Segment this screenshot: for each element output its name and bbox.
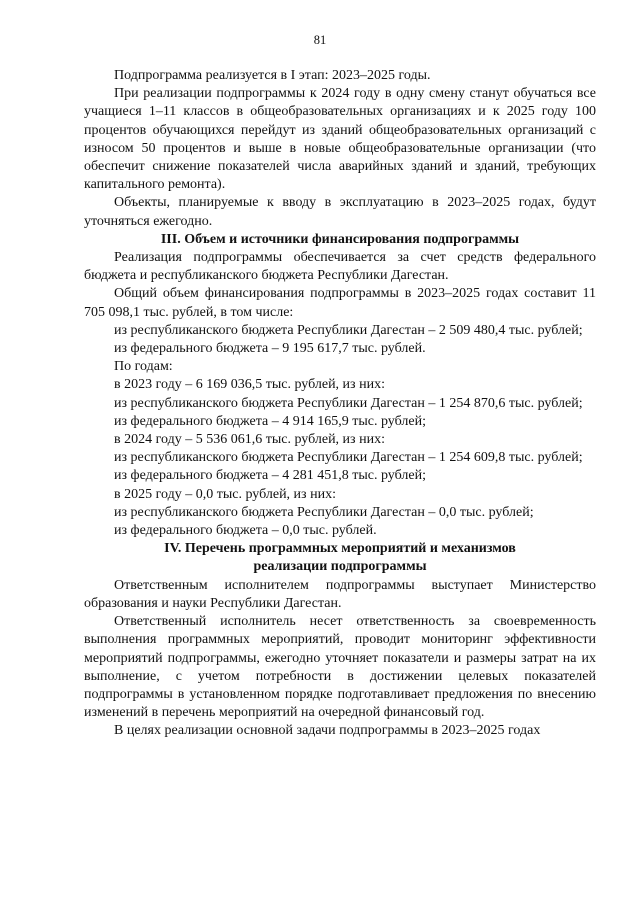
section-4-heading [84, 540, 596, 576]
section-3-paragraph: По годам: [114, 359, 173, 375]
intro-paragraph: При реализации подпрограммы к 2024 году в одну смену станут обучаться все учащиеся 1–11 классов в общеобразовательных организациях и к 2025 году 100 процентов обучающихся перейдут из зданий общеобразовательных организаций с износом 50 процентов и выше в новые общеобразовательные организации (что обеспечит снижение показателей числа аварийных зданий и зданий, требующих капитального ремонта). [84, 86, 596, 193]
section-4-paragraph: Ответственный исполнитель несет ответственность за своевременность выполнения программных мероприятий, проводит мониторинг эффективности мероприятий подпрограммы, ежегодно уточняет показатели и размеры затрат на их выполнение, с учетом потребности в достижении целевых показателей подпрограммы в установленном порядке подготавливает предложения по внесению изменений в перечень мероприятий на очередной финансовый год. [84, 614, 596, 721]
section-3-paragraph: из республиканского бюджета Республики Дагестан – 1 254 609,8 тыс. рублей; [114, 450, 583, 466]
section-3-paragraph: из федерального бюджета – 4 914 165,9 тыс. рублей; [114, 413, 426, 429]
section-3-paragraph: в 2025 году – 0,0 тыс. рублей, из них: [114, 486, 336, 502]
section-3-paragraph: из федерального бюджета – 4 281 451,8 тыс. рублей; [114, 468, 426, 484]
intro-paragraph: Объекты, планируемые к вводу в эксплуатацию в 2023–2025 годах, будут уточняться ежегодно. [84, 195, 596, 229]
section-3-paragraph: из федерального бюджета – 0,0 тыс. рублей. [114, 523, 377, 539]
section-4-heading-line-1: IV. Перечень программных мероприятий и механизмов [164, 541, 516, 557]
section-4-heading-line-2: реализации подпрограммы [253, 559, 427, 575]
intro-paragraph: Подпрограмма реализуется в I этап: 2023–2025 годы. [114, 68, 431, 83]
section-3-paragraph: Реализация подпрограммы обеспечивается за счет средств федерального бюджета и республиканского бюджета Республики Дагестан. [84, 250, 596, 284]
section-3-paragraph: в 2024 году – 5 536 061,6 тыс. рублей, из них: [114, 432, 385, 448]
section-3-paragraph: из республиканского бюджета Республики Дагестан – 1 254 870,6 тыс. рублей; [114, 395, 583, 411]
section-3-paragraph: из республиканского бюджета Республики Дагестан – 0,0 тыс. рублей; [114, 504, 534, 520]
section-3-paragraph: из республиканского бюджета Республики Дагестан – 2 509 480,4 тыс. рублей; [114, 322, 583, 338]
page-number: 81 [313, 33, 327, 47]
section-3-paragraph: Общий объем финансирования подпрограммы в 2023–2025 годах составит 11 705 098,1 тыс. рублей, в том числе: [84, 286, 596, 320]
section-4-paragraph: Ответственным исполнителем подпрограммы выступает Министерство образования и науки Республики Дагестан. [84, 577, 596, 611]
section-3-paragraph: из федерального бюджета – 9 195 617,7 тыс. рублей. [114, 341, 426, 357]
page-content [84, 67, 596, 741]
section-3-heading: III. Объем и источники финансирования подпрограммы [160, 231, 520, 247]
section-3-paragraph: в 2023 году – 6 169 036,5 тыс. рублей, из них: [114, 377, 385, 393]
section-4-paragraph: В целях реализации основной задачи подпрограммы в 2023–2025 годах [114, 723, 541, 739]
